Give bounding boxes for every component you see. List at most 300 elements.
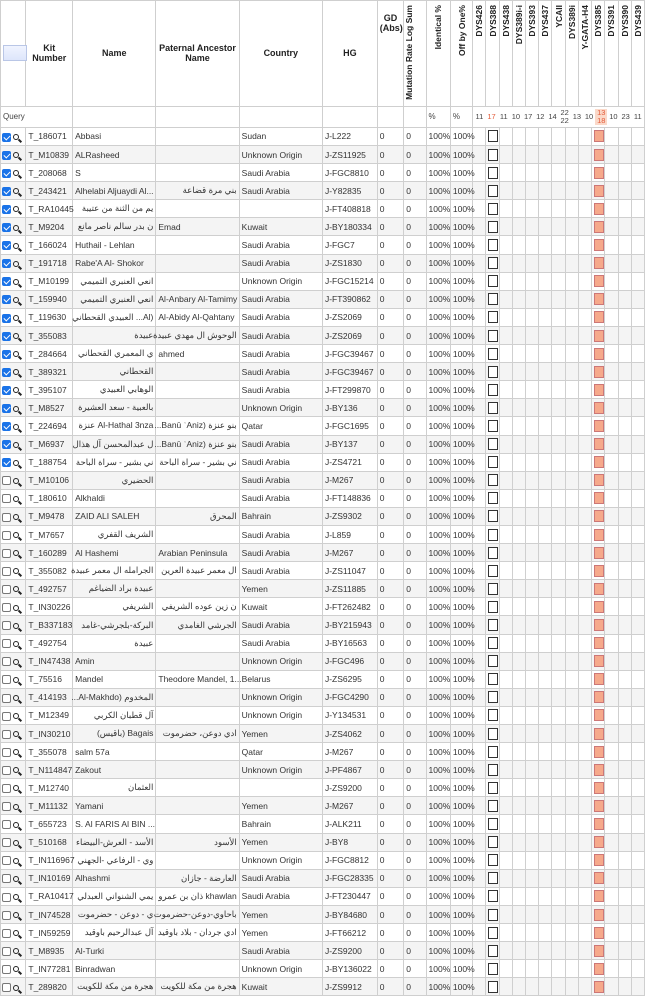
kit-number[interactable]: T_M8935 (26, 942, 73, 960)
kit-number[interactable]: T_M6937 (26, 435, 73, 453)
col-marker[interactable] (512, 1, 525, 107)
search-icon[interactable] (13, 586, 19, 592)
search-icon[interactable] (13, 695, 19, 701)
col-marker[interactable] (565, 1, 578, 107)
kit-number[interactable]: T_IN116967 (26, 851, 73, 869)
kit-number[interactable]: T_75516 (26, 670, 73, 688)
table-row[interactable] (1, 146, 645, 164)
search-icon[interactable] (13, 876, 19, 882)
search-icon[interactable] (13, 188, 19, 194)
marker-box (488, 293, 498, 305)
table-row[interactable] (1, 489, 645, 507)
col-marker[interactable] (578, 1, 591, 107)
kit-number[interactable]: T_M12740 (26, 779, 73, 797)
row-checkbox[interactable] (2, 675, 11, 684)
search-icon[interactable] (13, 767, 19, 773)
marker-cell (486, 960, 499, 978)
row-controls (1, 236, 26, 254)
table-row[interactable] (1, 688, 645, 706)
table-row[interactable] (1, 562, 645, 580)
kit-number[interactable]: T_180610 (26, 489, 73, 507)
haplogroup: J-FT390862 (322, 290, 377, 308)
search-icon[interactable] (13, 351, 19, 357)
search-icon[interactable] (13, 912, 19, 918)
search-icon[interactable] (13, 641, 19, 647)
search-icon[interactable] (13, 930, 19, 936)
search-icon[interactable] (13, 948, 19, 954)
table-row[interactable] (1, 942, 645, 960)
marker-cell (552, 435, 565, 453)
col-kit-number[interactable]: Kit Number (26, 1, 73, 107)
marker-cell (631, 905, 644, 923)
identical-pct: 100% (426, 960, 450, 978)
marker-cell (631, 272, 644, 290)
kit-number[interactable]: T_389321 (26, 363, 73, 381)
col-name[interactable]: Name (73, 1, 156, 107)
table-row[interactable] (1, 580, 645, 598)
col-mutation-rate[interactable] (404, 1, 426, 107)
search-icon[interactable] (13, 442, 19, 448)
col-marker[interactable] (631, 1, 644, 107)
kit-number[interactable]: T_355083 (26, 326, 73, 344)
row-checkbox[interactable] (2, 440, 11, 449)
table-row[interactable] (1, 290, 645, 308)
col-marker[interactable] (539, 1, 552, 107)
country: Unknown Origin (239, 851, 322, 869)
kit-number[interactable]: T_492754 (26, 634, 73, 652)
row-checkbox[interactable] (2, 639, 11, 648)
table-row[interactable] (1, 978, 645, 996)
search-icon[interactable] (13, 225, 19, 231)
row-controls (1, 254, 26, 272)
search-icon[interactable] (13, 894, 19, 900)
kit-number[interactable]: T_RA10417 (26, 887, 73, 905)
kit-number[interactable]: T_IN59259 (26, 924, 73, 942)
row-checkbox[interactable] (2, 694, 11, 703)
col-marker[interactable] (552, 1, 565, 107)
kit-number[interactable]: T_M10199 (26, 272, 73, 290)
row-checkbox[interactable] (2, 983, 11, 992)
member-name: Binradwan (73, 960, 156, 978)
search-icon[interactable] (13, 532, 19, 538)
table-row[interactable] (1, 507, 645, 525)
kit-number[interactable]: T_355082 (26, 562, 73, 580)
kit-number[interactable]: T_492757 (26, 580, 73, 598)
row-checkbox[interactable] (2, 187, 11, 196)
row-checkbox[interactable] (2, 314, 11, 323)
table-row[interactable] (1, 200, 645, 218)
col-marker[interactable] (592, 1, 605, 107)
kit-number[interactable]: T_166024 (26, 236, 73, 254)
row-checkbox[interactable] (2, 513, 11, 522)
marker-cell (539, 363, 552, 381)
marker-cell (565, 507, 578, 525)
mutation-rate: 0 (404, 308, 426, 326)
kit-number[interactable]: T_160289 (26, 544, 73, 562)
marker-cell (578, 797, 591, 815)
kit-number[interactable]: T_M11132 (26, 797, 73, 815)
table-row[interactable] (1, 634, 645, 652)
kit-number[interactable]: T_M12349 (26, 706, 73, 724)
search-icon[interactable] (13, 406, 19, 412)
marker-box (594, 348, 604, 360)
table-row[interactable] (1, 797, 645, 815)
search-icon[interactable] (13, 840, 19, 846)
identical-pct: 100% (426, 399, 450, 417)
member-name: Al-Turki (73, 942, 156, 960)
table-row[interactable] (1, 887, 645, 905)
kit-number[interactable]: T_IN30210 (26, 725, 73, 743)
kit-number[interactable]: T_B337183 (26, 616, 73, 634)
marker-box (488, 402, 498, 414)
marker-cell (526, 544, 539, 562)
marker-cell (605, 634, 618, 652)
col-marker[interactable] (486, 1, 499, 107)
kit-number[interactable]: T_186071 (26, 127, 73, 145)
row-checkbox[interactable] (2, 965, 11, 974)
table-row[interactable] (1, 960, 645, 978)
search-icon[interactable] (13, 261, 19, 267)
table-row[interactable] (1, 399, 645, 417)
table-row[interactable] (1, 869, 645, 887)
col-marker[interactable] (605, 1, 618, 107)
kit-number[interactable]: T_RA10445 (26, 200, 73, 218)
haplogroup: J-FGC496 (322, 652, 377, 670)
marker-box (594, 257, 604, 269)
col-country[interactable]: Country (239, 1, 322, 107)
row-checkbox[interactable] (2, 748, 11, 757)
search-icon[interactable] (13, 749, 19, 755)
table-row[interactable] (1, 815, 645, 833)
member-name: يمي الشنواني العبدلي (73, 887, 156, 905)
table-row[interactable] (1, 761, 645, 779)
row-checkbox[interactable] (2, 567, 11, 576)
row-checkbox[interactable] (2, 874, 11, 883)
haplogroup: J-FGC4290 (322, 688, 377, 706)
search-icon[interactable] (13, 966, 19, 972)
table-row[interactable] (1, 127, 645, 145)
marker-cell (618, 326, 631, 344)
row-checkbox[interactable] (2, 169, 11, 178)
kit-number[interactable]: T_IN30226 (26, 598, 73, 616)
search-icon[interactable] (13, 659, 19, 665)
marker-cell (578, 851, 591, 869)
search-icon[interactable] (13, 279, 19, 285)
table-row[interactable] (1, 851, 645, 869)
marker-cell (605, 670, 618, 688)
kit-number[interactable]: T_284664 (26, 345, 73, 363)
row-checkbox[interactable] (2, 712, 11, 721)
search-icon[interactable] (13, 369, 19, 375)
row-checkbox[interactable] (2, 332, 11, 341)
country: Unknown Origin (239, 652, 322, 670)
kit-number[interactable]: T_M9204 (26, 218, 73, 236)
marker-cell (605, 580, 618, 598)
haplogroup: J-ZS2069 (322, 326, 377, 344)
search-icon[interactable] (13, 605, 19, 611)
kit-number[interactable]: T_IN77281 (26, 960, 73, 978)
row-checkbox[interactable] (2, 784, 11, 793)
marker-cell (605, 399, 618, 417)
kit-number[interactable]: T_IN74528 (26, 905, 73, 923)
search-icon[interactable] (13, 170, 19, 176)
marker-cell (539, 706, 552, 724)
search-icon[interactable] (13, 243, 19, 249)
table-row[interactable] (1, 435, 645, 453)
kit-number[interactable]: T_M9478 (26, 507, 73, 525)
marker-cell (512, 887, 525, 905)
row-checkbox[interactable] (2, 223, 11, 232)
marker-cell (499, 851, 512, 869)
table-row[interactable] (1, 363, 645, 381)
table-row[interactable] (1, 345, 645, 363)
search-icon[interactable] (13, 460, 19, 466)
kit-number[interactable]: T_N114847 (26, 761, 73, 779)
marker-cell (605, 562, 618, 580)
table-row[interactable] (1, 254, 645, 272)
search-icon[interactable] (13, 478, 19, 484)
table-row[interactable] (1, 670, 645, 688)
row-checkbox[interactable] (2, 259, 11, 268)
table-row[interactable] (1, 471, 645, 489)
search-icon[interactable] (13, 550, 19, 556)
row-checkbox[interactable] (2, 766, 11, 775)
marker-cell (605, 435, 618, 453)
row-checkbox[interactable] (2, 802, 11, 811)
member-name: عبيدة (73, 326, 156, 344)
marker-cell (631, 489, 644, 507)
row-checkbox[interactable] (2, 947, 11, 956)
kit-number[interactable]: T_M10106 (26, 471, 73, 489)
marker-cell (592, 706, 605, 724)
kit-number[interactable]: T_IN47438 (26, 652, 73, 670)
row-checkbox[interactable] (2, 603, 11, 612)
identical-pct: 100% (426, 435, 450, 453)
search-icon[interactable] (13, 496, 19, 502)
col-paternal-ancestor[interactable]: Paternal Ancestor Name (156, 1, 239, 107)
search-icon[interactable] (13, 623, 19, 629)
paternal-ancestor: Theodore Mandel, 1... (156, 670, 239, 688)
row-checkbox[interactable] (2, 838, 11, 847)
marker-label: DYS439 (632, 5, 643, 37)
search-icon[interactable] (13, 424, 19, 430)
mutation-rate: 0 (404, 272, 426, 290)
marker-cell (552, 978, 565, 996)
search-icon[interactable] (13, 297, 19, 303)
row-checkbox[interactable] (2, 422, 11, 431)
table-row[interactable] (1, 833, 645, 851)
search-icon[interactable] (13, 152, 19, 158)
search-icon[interactable] (13, 858, 19, 864)
table-row[interactable] (1, 905, 645, 923)
row-checkbox[interactable] (2, 133, 11, 142)
table-row[interactable] (1, 544, 645, 562)
row-checkbox[interactable] (2, 151, 11, 160)
marker-cell (565, 616, 578, 634)
marker-cell (578, 453, 591, 471)
marker-cell (539, 562, 552, 580)
marker-cell (512, 236, 525, 254)
row-checkbox[interactable] (2, 820, 11, 829)
search-icon[interactable] (13, 387, 19, 393)
identical-pct: 100% (426, 688, 450, 706)
col-marker[interactable] (473, 1, 486, 107)
search-icon[interactable] (13, 134, 19, 140)
search-icon[interactable] (13, 731, 19, 737)
table-row[interactable] (1, 743, 645, 761)
row-checkbox[interactable] (2, 404, 11, 413)
marker-cell (631, 942, 644, 960)
kit-number[interactable]: T_M8527 (26, 399, 73, 417)
row-checkbox[interactable] (2, 494, 11, 503)
kit-number[interactable]: T_159940 (26, 290, 73, 308)
table-row[interactable] (1, 182, 645, 200)
marker-box (488, 872, 498, 884)
table-row[interactable] (1, 326, 645, 344)
row-checkbox[interactable] (2, 856, 11, 865)
off-by-one-pct: 100% (450, 544, 472, 562)
marker-box (594, 529, 604, 541)
search-icon[interactable] (13, 785, 19, 791)
kit-number[interactable]: T_510168 (26, 833, 73, 851)
table-row[interactable] (1, 598, 645, 616)
search-icon[interactable] (13, 315, 19, 321)
marker-cell (539, 127, 552, 145)
marker-cell (552, 725, 565, 743)
table-row[interactable] (1, 725, 645, 743)
paternal-ancestor: ال معمر عبيدة العرين (156, 562, 239, 580)
marker-box (594, 746, 604, 758)
paternal-ancestor (156, 399, 239, 417)
kit-number[interactable]: T_395107 (26, 381, 73, 399)
col-hg[interactable]: HG (322, 1, 377, 107)
search-icon[interactable] (13, 822, 19, 828)
search-icon[interactable] (13, 333, 19, 339)
kit-number[interactable]: T_243421 (26, 182, 73, 200)
col-marker[interactable] (526, 1, 539, 107)
table-row[interactable] (1, 652, 645, 670)
kit-number[interactable]: T_119630 (26, 308, 73, 326)
col-marker[interactable] (499, 1, 512, 107)
row-checkbox[interactable] (2, 350, 11, 359)
table-row[interactable] (1, 272, 645, 290)
kit-number[interactable]: T_IN10169 (26, 869, 73, 887)
kit-number[interactable]: T_M7657 (26, 525, 73, 543)
table-row[interactable] (1, 381, 645, 399)
kit-number[interactable]: T_188754 (26, 453, 73, 471)
table-row[interactable] (1, 417, 645, 435)
kit-number[interactable]: T_191718 (26, 254, 73, 272)
row-checkbox[interactable] (2, 531, 11, 540)
marker-cell (499, 688, 512, 706)
kit-number[interactable]: T_289820 (26, 978, 73, 996)
marker-box (488, 275, 498, 287)
kit-number[interactable]: T_355078 (26, 743, 73, 761)
kit-number[interactable]: T_224694 (26, 417, 73, 435)
off-by-one-pct: 100% (450, 308, 472, 326)
row-checkbox[interactable] (2, 368, 11, 377)
table-row[interactable] (1, 706, 645, 724)
search-icon[interactable] (13, 206, 19, 212)
kit-number[interactable]: T_208068 (26, 164, 73, 182)
col-marker[interactable] (618, 1, 631, 107)
table-row[interactable] (1, 218, 645, 236)
row-checkbox[interactable] (2, 893, 11, 902)
marker-cell (486, 670, 499, 688)
row-checkbox[interactable] (2, 929, 11, 938)
table-row[interactable] (1, 453, 645, 471)
kit-number[interactable]: T_M10839 (26, 146, 73, 164)
row-checkbox[interactable] (2, 295, 11, 304)
row-checkbox[interactable] (2, 386, 11, 395)
table-row[interactable] (1, 525, 645, 543)
marker-cell (512, 345, 525, 363)
marker-cell (565, 435, 578, 453)
row-checkbox[interactable] (2, 277, 11, 286)
marker-cell (539, 905, 552, 923)
row-checkbox[interactable] (2, 730, 11, 739)
marker-cell (486, 326, 499, 344)
row-checkbox[interactable] (2, 241, 11, 250)
search-icon[interactable] (13, 514, 19, 520)
row-checkbox[interactable] (2, 476, 11, 485)
col-off-by-one[interactable] (450, 1, 472, 107)
marker-box (594, 728, 604, 740)
col-identical[interactable] (426, 1, 450, 107)
marker-cell (526, 905, 539, 923)
marker-cell (486, 797, 499, 815)
row-checkbox[interactable] (2, 657, 11, 666)
marker-cell (605, 507, 618, 525)
marker-cell (565, 182, 578, 200)
marker-cell (565, 544, 578, 562)
row-checkbox[interactable] (2, 549, 11, 558)
marker-cell (631, 743, 644, 761)
marker-box (594, 927, 604, 939)
country: Yemen (239, 924, 322, 942)
search-icon[interactable] (13, 804, 19, 810)
kit-number[interactable]: T_414193 (26, 688, 73, 706)
marker-cell (486, 200, 499, 218)
haplogroup: J-FGC15214 (322, 272, 377, 290)
table-row[interactable] (1, 236, 645, 254)
member-name: ي المعمري القحطاني (73, 345, 156, 363)
search-icon[interactable] (13, 568, 19, 574)
marker-cell (512, 272, 525, 290)
marker-cell (539, 978, 552, 996)
marker-cell (526, 308, 539, 326)
table-row[interactable] (1, 616, 645, 634)
genetic-distance: 0 (377, 417, 403, 435)
search-icon[interactable] (13, 985, 19, 991)
row-checkbox[interactable] (2, 621, 11, 630)
paternal-ancestor (156, 127, 239, 145)
genetic-distance: 0 (377, 815, 403, 833)
col-gd[interactable]: GD (Abs) (377, 1, 403, 107)
kit-number[interactable]: T_655723 (26, 815, 73, 833)
search-icon[interactable] (13, 713, 19, 719)
row-checkbox[interactable] (2, 911, 11, 920)
row-checkbox[interactable] (2, 585, 11, 594)
search-icon[interactable] (13, 677, 19, 683)
row-checkbox[interactable] (2, 205, 11, 214)
table-row[interactable] (1, 164, 645, 182)
marker-cell (499, 525, 512, 543)
row-checkbox[interactable] (2, 458, 11, 467)
table-row[interactable] (1, 924, 645, 942)
table-row[interactable] (1, 308, 645, 326)
table-row[interactable] (1, 779, 645, 797)
